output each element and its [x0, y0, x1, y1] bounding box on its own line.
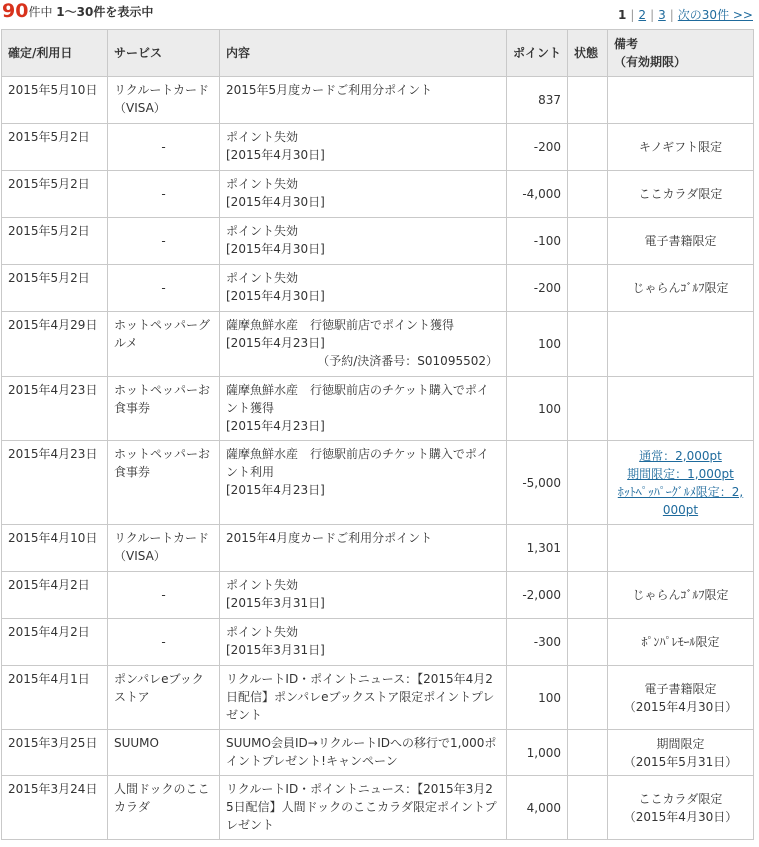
date-cell: 2015年3月25日	[2, 730, 108, 776]
content-line: 薩摩魚鮮水産 行徳駅前店のチケット購入でポイント獲得	[226, 383, 489, 415]
content-cell	[220, 218, 507, 265]
point-breakdown-link[interactable]: 期間限定：1,000pt	[627, 466, 734, 481]
table-row	[2, 441, 754, 525]
content-cell	[220, 312, 507, 377]
status-cell	[568, 77, 608, 124]
status-cell	[568, 377, 608, 441]
table-row	[2, 171, 754, 218]
page-link-2[interactable]: 2	[638, 8, 647, 22]
table-row	[2, 730, 754, 776]
points-cell: -5,000	[507, 441, 568, 525]
content-cell	[220, 377, 507, 441]
content-line: [2015年4月23日]	[226, 419, 325, 433]
content-cell	[220, 572, 507, 619]
total-count: 90	[2, 0, 29, 22]
date-cell: 2015年4月2日	[2, 619, 108, 666]
content-cell	[220, 265, 507, 312]
note-cell	[608, 666, 754, 730]
content-line: 2015年4月度カードご利用分ポイント	[226, 531, 433, 545]
status-cell	[568, 619, 608, 666]
content-line: 薩摩魚鮮水産 行徳駅前店のチケット購入でポイント利用	[226, 447, 489, 479]
service-cell: ホットペッパーお食事券	[108, 377, 220, 441]
note-cell	[608, 776, 754, 840]
content-line: SUUMO会員ID→リクルートIDへの移行で1,000ポイントプレゼント!キャンペーン	[226, 736, 497, 768]
note-cell	[608, 124, 754, 171]
date-cell: 2015年5月2日	[2, 265, 108, 312]
note-line: （2015年4月30日）	[623, 809, 738, 824]
status-cell	[568, 572, 608, 619]
content-line: ポイント失効	[226, 271, 299, 285]
table-row	[2, 525, 754, 572]
service-cell: リクルートカード（VISA）	[108, 525, 220, 572]
points-cell: 837	[507, 77, 568, 124]
note-line: 電子書籍限定	[644, 234, 717, 248]
header-status: 状態	[568, 30, 608, 77]
points-cell: -200	[507, 124, 568, 171]
content-line: [2015年4月30日]	[226, 289, 325, 303]
content-cell	[220, 77, 507, 124]
content-cell	[220, 124, 507, 171]
content-cell	[220, 666, 507, 730]
content-line: ポイント失効	[226, 177, 299, 191]
content-line: ポイント失効	[226, 578, 299, 592]
service-cell: SUUMO	[108, 730, 220, 776]
note-line: キノギフト限定	[638, 140, 723, 154]
status-cell	[568, 441, 608, 525]
page-link-3[interactable]: 3	[658, 8, 666, 22]
points-cell: 1,000	[507, 730, 568, 776]
service-cell: 人間ドックのここカラダ	[108, 776, 220, 840]
content-line: 薩摩魚鮮水産 行徳駅前店でポイント獲得	[226, 318, 455, 332]
table-row	[2, 218, 754, 265]
points-cell: -300	[507, 619, 568, 666]
point-breakdown-link[interactable]: ﾎｯﾄﾍﾟｯﾊﾟｰｸﾞﾙﾒ限定：2,000pt	[617, 484, 744, 517]
content-line: ポイント失効	[226, 625, 299, 639]
table-row	[2, 377, 754, 441]
content-cell	[220, 730, 507, 776]
header-content: 内容	[220, 30, 507, 77]
note-cell	[608, 572, 754, 619]
service-cell: -	[108, 572, 220, 619]
content-line: ポイント失効	[226, 224, 299, 238]
note-cell	[608, 377, 754, 441]
content-line: [2015年4月30日]	[226, 148, 325, 162]
content-cell	[220, 776, 507, 840]
results-header	[0, 0, 759, 26]
points-cell: 4,000	[507, 776, 568, 840]
date-cell: 2015年5月2日	[2, 171, 108, 218]
points-cell: 1,301	[507, 525, 568, 572]
table-row	[2, 77, 754, 124]
table-row	[2, 776, 754, 840]
table-row	[2, 312, 754, 377]
note-cell	[608, 171, 754, 218]
table-row	[2, 124, 754, 171]
note-line: 電子書籍限定	[644, 681, 717, 696]
header-service: サービス	[108, 30, 220, 77]
table-row	[2, 619, 754, 666]
status-cell	[568, 265, 608, 312]
table-row	[2, 572, 754, 619]
note-cell	[608, 218, 754, 265]
content-cell	[220, 525, 507, 572]
service-cell: -	[108, 124, 220, 171]
note-line: ここカラダ限定	[638, 187, 723, 201]
content-line: [2015年4月23日]	[226, 336, 325, 350]
date-cell: 2015年3月24日	[2, 776, 108, 840]
status-cell	[568, 171, 608, 218]
date-cell: 2015年5月10日	[2, 77, 108, 124]
result-count	[2, 0, 153, 22]
total-unit: 件中	[28, 5, 53, 19]
table-header-row	[2, 30, 754, 77]
table-row	[2, 265, 754, 312]
date-cell: 2015年5月2日	[2, 218, 108, 265]
date-cell: 2015年5月2日	[2, 124, 108, 171]
date-cell: 2015年4月10日	[2, 525, 108, 572]
date-cell: 2015年4月23日	[2, 377, 108, 441]
content-line: [2015年3月31日]	[226, 596, 325, 610]
note-cell	[608, 525, 754, 572]
service-cell: -	[108, 265, 220, 312]
note-cell	[608, 441, 754, 525]
service-cell: ポンパレeブックストア	[108, 666, 220, 730]
note-cell	[608, 265, 754, 312]
note-line: 期間限定	[656, 736, 705, 751]
content-cell	[220, 619, 507, 666]
service-cell: ホットペッパーお食事券	[108, 441, 220, 525]
note-line: じゃらんｺﾞﾙﾌ限定	[632, 281, 729, 295]
status-cell	[568, 312, 608, 377]
content-line: リクルートID・ポイントニュース：【2015年4月2日配信】ポンパレeブックストア限定ポイントプレゼント	[226, 672, 495, 722]
service-cell: リクルートカード（VISA）	[108, 77, 220, 124]
content-line: ポイント失効	[226, 130, 299, 144]
points-cell: -2,000	[507, 572, 568, 619]
service-cell: -	[108, 218, 220, 265]
points-cell: -100	[507, 218, 568, 265]
pagination: 1 | 2 | 3 | 次の30件 >>	[618, 8, 753, 22]
header-points: ポイント	[507, 30, 568, 77]
points-cell: 100	[507, 377, 568, 441]
points-cell: 100	[507, 666, 568, 730]
content-line: 2015年5月度カードご利用分ポイント	[226, 83, 433, 97]
points-cell: 100	[507, 312, 568, 377]
points-cell: -4,000	[507, 171, 568, 218]
content-line: [2015年4月30日]	[226, 195, 325, 209]
service-cell: ホットペッパーグルメ	[108, 312, 220, 377]
note-cell	[608, 77, 754, 124]
content-line: [2015年4月23日]	[226, 483, 325, 497]
content-line: リクルートID・ポイントニュース：【2015年3月25日配信】人間ドックのここカラダ限定ポイントプレゼント	[226, 782, 497, 832]
service-cell: -	[108, 619, 220, 666]
status-cell	[568, 525, 608, 572]
date-cell: 2015年4月29日	[2, 312, 108, 377]
point-history-table	[1, 29, 754, 840]
content-cell	[220, 171, 507, 218]
reservation-number: （予約/決済番号：S01095502）	[317, 354, 498, 368]
header-date: 確定/利用日	[2, 30, 108, 77]
current-page: 1	[618, 8, 627, 22]
note-cell	[608, 312, 754, 377]
note-line: （2015年5月31日）	[623, 754, 738, 769]
content-cell	[220, 441, 507, 525]
table-row	[2, 666, 754, 730]
date-cell: 2015年4月23日	[2, 441, 108, 525]
next-page-link[interactable]: 次の30件 >>	[677, 8, 753, 22]
display-range: 1〜30件を表示中	[56, 5, 154, 19]
status-cell	[568, 730, 608, 776]
note-cell	[608, 730, 754, 776]
status-cell	[568, 218, 608, 265]
date-cell: 2015年4月2日	[2, 572, 108, 619]
service-cell: -	[108, 171, 220, 218]
note-cell	[608, 619, 754, 666]
status-cell	[568, 124, 608, 171]
note-line: ここカラダ限定	[638, 791, 723, 806]
content-line: [2015年3月31日]	[226, 643, 325, 657]
point-breakdown-link[interactable]: 通常：2,000pt	[639, 448, 722, 463]
points-cell: -200	[507, 265, 568, 312]
content-line: [2015年4月30日]	[226, 242, 325, 256]
status-cell	[568, 666, 608, 730]
header-note: 備考 （有効期限）	[608, 30, 754, 77]
note-line: ﾎﾟﾝﾊﾟﾚﾓｰﾙ限定	[641, 635, 720, 649]
date-cell: 2015年4月1日	[2, 666, 108, 730]
note-line: （2015年4月30日）	[623, 699, 738, 714]
note-line: じゃらんｺﾞﾙﾌ限定	[632, 588, 729, 602]
status-cell	[568, 776, 608, 840]
